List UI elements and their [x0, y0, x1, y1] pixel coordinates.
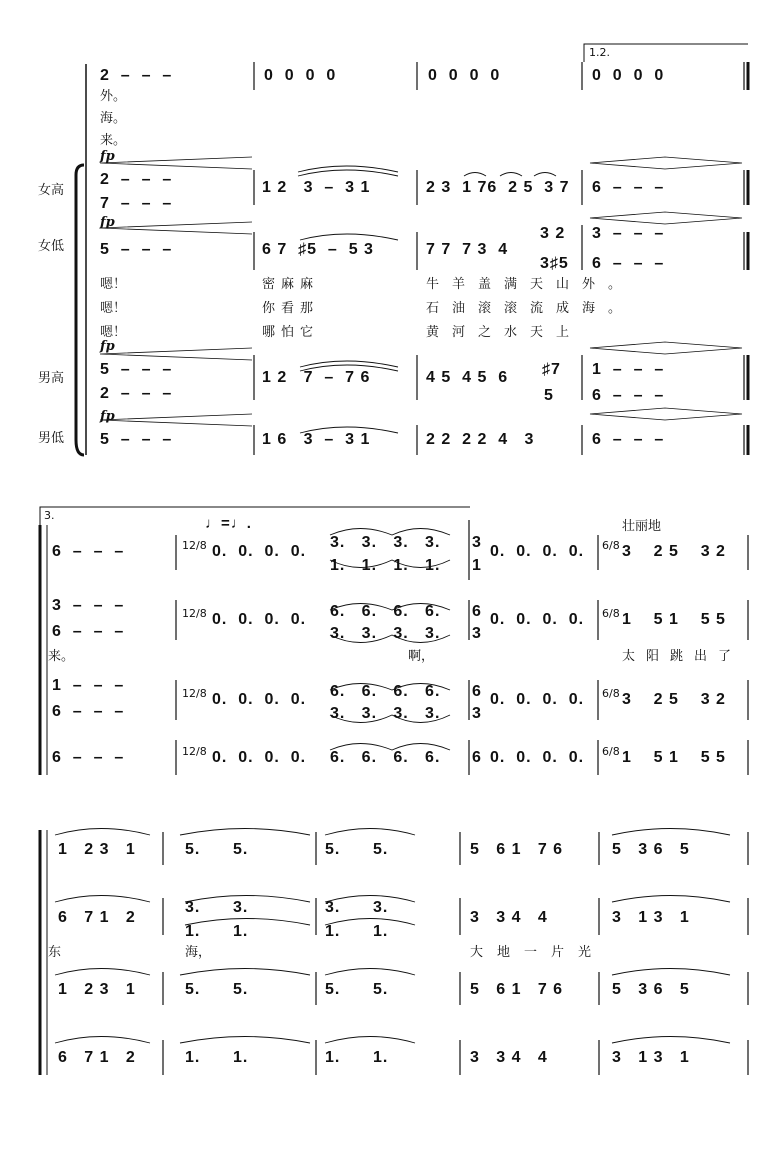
- s3-alt-m1: 6 7 1 2: [58, 909, 136, 926]
- s2-alt-m1: 3 – – –: [52, 597, 125, 614]
- sop-m2: 1 2 3 – 3 1: [262, 179, 371, 196]
- s3-sop-m2: 5. 5.: [185, 841, 249, 858]
- s3-alt-m3-low: 1. 1.: [325, 923, 389, 940]
- s2-sop-timesig68: 6/8: [602, 539, 620, 552]
- dynamic-bas: fp: [100, 409, 115, 424]
- s2-alt-tie-up: 6: [472, 603, 482, 620]
- lyric-v2-a: 嗯！: [100, 301, 127, 316]
- s2-ten-tie-up: 6: [472, 683, 482, 700]
- sop-m1: 2 – – –: [100, 171, 173, 188]
- s2-alt-m2: 0. 0. 0. 0.: [212, 611, 307, 628]
- bas-m1: 5 – – –: [100, 431, 173, 448]
- lyric-v3-b: 哪怕它: [262, 325, 320, 340]
- alt-m3: 7 7 7 3 4: [426, 241, 509, 258]
- alt-m4: 3 – – –: [592, 225, 665, 242]
- s3-lyric-3: 大地一片光: [470, 945, 606, 960]
- s2-bas-timesig68: 6/8: [602, 745, 620, 758]
- s3-lyric-1: 东: [48, 945, 62, 960]
- s2-sop-m2: 0. 0. 0. 0.: [212, 543, 307, 560]
- alt-m4-lower: 6 – – –: [592, 255, 665, 272]
- s2-bas-tie: 6: [472, 749, 482, 766]
- s2-alt-m3-low: 3. 3. 3. 3.: [330, 625, 441, 642]
- s2-ten-m1: 1 – – –: [52, 677, 125, 694]
- dynamic-ten: fp: [100, 339, 115, 354]
- s2-ten-m3-low: 3. 3. 3. 3.: [330, 705, 441, 722]
- ten-m3-lower: 5: [544, 387, 554, 404]
- s3-bas-m4: 3 3 4 4: [470, 1049, 548, 1066]
- s2-sop-m3-up: 3. 3. 3. 3.: [330, 534, 441, 551]
- s2-ten-tie-low: 3: [472, 705, 482, 722]
- s2-sop-m3-low: 1. 1. 1. 1.: [330, 557, 441, 574]
- s3-lyric-2: 海，: [185, 945, 212, 960]
- s2-sop-m1: 6 – – –: [52, 543, 125, 560]
- s2-bas-m1: 6 – – –: [52, 749, 125, 766]
- solo-lyric-2: 海。: [100, 111, 127, 126]
- s3-alt-m2-up: 3. 3.: [185, 899, 249, 916]
- s3-ten-m1: 1 2 3 1: [58, 981, 136, 998]
- lyric-v3-c: 黄河之水天上: [426, 325, 583, 340]
- s2-alt-m5: 1 5 1 5 5: [622, 611, 726, 628]
- ten2-m4: 6 – – –: [592, 387, 665, 404]
- solo-lyric-3: 来。: [100, 133, 127, 148]
- lyric-v3-a: 嗯！: [100, 325, 127, 340]
- s2-sop-tie-up: 3: [472, 534, 482, 551]
- alt-m3-upper: 3 2: [540, 225, 566, 242]
- lyric-v2-c: 石油滚滚流成海。: [426, 301, 635, 316]
- s2-alt-m4: 0. 0. 0. 0.: [490, 611, 585, 628]
- ten2-m1: 2 – – –: [100, 385, 173, 402]
- solo-m4: 0 0 0 0: [592, 67, 665, 84]
- s2-bas-m3: 6. 6. 6. 6.: [330, 749, 441, 766]
- s3-bas-m5: 3 1 3 1: [612, 1049, 690, 1066]
- s2-ten-timesig68: 6/8: [602, 687, 620, 700]
- volta-3: 3.: [44, 509, 55, 522]
- s2-ten-m1-low: 6 – – –: [52, 703, 125, 720]
- tempo-equation: ♩=♩.: [205, 515, 252, 532]
- s3-bas-m2: 1. 1.: [185, 1049, 249, 1066]
- ten-m2: 1 2 7 – 7 6: [262, 369, 371, 386]
- volta-1-2: 1.2.: [589, 46, 610, 59]
- bas-m2: 1 6 3 – 3 1: [262, 431, 371, 448]
- s3-bas-m1: 6 7 1 2: [58, 1049, 136, 1066]
- s3-sop-m5: 5 3 6 5: [612, 841, 690, 858]
- solo-m3: 0 0 0 0: [428, 67, 501, 84]
- s3-alt-m4: 3 3 4 4: [470, 909, 548, 926]
- sop-m3: 2 3 1 76 2 5 3 7: [426, 179, 570, 196]
- s2-lyric-1: 来。: [48, 649, 75, 664]
- s3-alt-m5: 3 1 3 1: [612, 909, 690, 926]
- part-label-bass: 男低: [38, 431, 65, 446]
- bas-m3: 2 2 2 2 4 3: [426, 431, 535, 448]
- solo-m2: 0 0 0 0: [264, 67, 337, 84]
- lyric-v2-b: 你看那: [262, 301, 320, 316]
- s2-lyric-3: 太阳跳出了: [622, 649, 743, 664]
- s2-alt-m1-low: 6 – – –: [52, 623, 125, 640]
- s2-ten-m5: 3 2 5 3 2: [622, 691, 726, 708]
- alt-m3-lower: 3♯5: [540, 255, 569, 272]
- s3-ten-m5: 5 3 6 5: [612, 981, 690, 998]
- s2-ten-timesig: 12/8: [182, 687, 207, 700]
- sop2-m1: 7 – – –: [100, 195, 173, 212]
- s2-ten-m4: 0. 0. 0. 0.: [490, 691, 585, 708]
- s2-lyric-2: 啊，: [408, 649, 435, 664]
- s2-sop-tie-low: 1: [472, 557, 482, 574]
- s2-alt-timesig68: 6/8: [602, 607, 620, 620]
- ten-m4: 1 – – –: [592, 361, 665, 378]
- lyric-v1-a: 嗯！: [100, 277, 127, 292]
- lyric-v1-c: 牛羊盖满天山外。: [426, 277, 635, 292]
- s2-bas-m5: 1 5 1 5 5: [622, 749, 726, 766]
- bas-m4: 6 – – –: [592, 431, 665, 448]
- s2-alt-m3-up: 6. 6. 6. 6.: [330, 603, 441, 620]
- lyric-v1-b: 密麻麻: [262, 277, 320, 292]
- s2-alt-tie-low: 3: [472, 625, 482, 642]
- alt-m1: 5 – – –: [100, 241, 173, 258]
- part-label-soprano: 女高: [38, 183, 65, 198]
- s3-bas-m3: 1. 1.: [325, 1049, 389, 1066]
- ten-m3: 4 5 4 5 6: [426, 369, 509, 386]
- s2-sop-m4: 0. 0. 0. 0.: [490, 543, 585, 560]
- sop-m4: 6 – – –: [592, 179, 665, 196]
- s2-ten-m2: 0. 0. 0. 0.: [212, 691, 307, 708]
- dynamic-sop: fp: [100, 149, 115, 164]
- part-label-tenor: 男高: [38, 371, 65, 386]
- solo-lyric-1: 外。: [100, 89, 127, 104]
- s2-sop-timesig: 12/8: [182, 539, 207, 552]
- dynamic-alt: fp: [100, 215, 115, 230]
- alt-m2: 6 7 ♯5 – 5 3: [262, 241, 374, 258]
- s3-alt-m2-low: 1. 1.: [185, 923, 249, 940]
- part-label-alto: 女低: [38, 239, 65, 254]
- ten-m1: 5 – – –: [100, 361, 173, 378]
- s2-bas-m4: 0. 0. 0. 0.: [490, 749, 585, 766]
- s2-sop-m5: 3 2 5 3 2: [622, 543, 726, 560]
- s3-sop-m4: 5 6 1 7 6: [470, 841, 564, 858]
- s3-ten-m3: 5. 5.: [325, 981, 389, 998]
- solo-m1: 2 – – –: [100, 67, 173, 84]
- s3-sop-m3: 5. 5.: [325, 841, 389, 858]
- s2-alt-timesig: 12/8: [182, 607, 207, 620]
- ten-m3-upper: ♯7: [542, 361, 561, 378]
- s2-bas-m2: 0. 0. 0. 0.: [212, 749, 307, 766]
- s3-ten-m2: 5. 5.: [185, 981, 249, 998]
- s2-bas-timesig: 12/8: [182, 745, 207, 758]
- s3-sop-m1: 1 2 3 1: [58, 841, 136, 858]
- s2-ten-m3-up: 6. 6. 6. 6.: [330, 683, 441, 700]
- s3-ten-m4: 5 6 1 7 6: [470, 981, 564, 998]
- s3-alt-m3-up: 3. 3.: [325, 899, 389, 916]
- expression-mark: 壮丽地: [622, 519, 662, 534]
